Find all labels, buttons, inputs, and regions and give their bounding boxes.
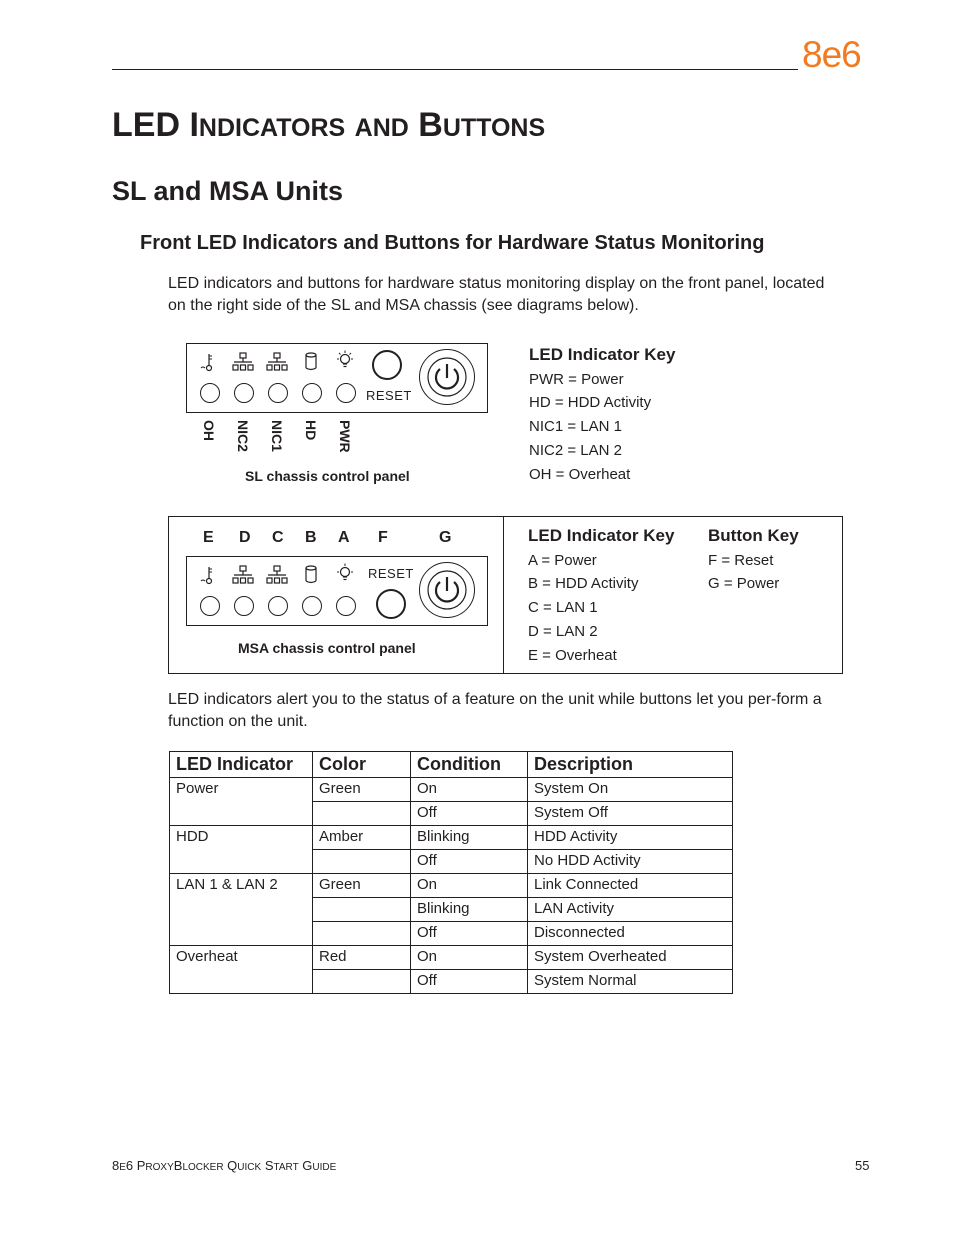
footer-part: LOCKER — [182, 1162, 224, 1173]
table-cell — [170, 802, 313, 826]
table-cell: Green — [313, 778, 411, 802]
table-row — [170, 850, 733, 874]
brand-logo: 8e6 — [802, 34, 861, 75]
table-cell: Blinking — [411, 898, 528, 922]
power-icon — [426, 569, 468, 611]
footer-part: TART — [273, 1162, 299, 1173]
table-cell — [313, 922, 411, 946]
table-row — [170, 898, 733, 922]
title-part: UTTONS — [442, 114, 546, 142]
sl-label-oh: OH — [201, 420, 217, 441]
pwr-led — [336, 383, 356, 403]
network-icon — [232, 352, 254, 372]
column-header: LED Indicator — [170, 752, 313, 778]
msa-letter-c: C — [272, 529, 284, 546]
sl-key-title: LED Indicator Key — [529, 345, 676, 364]
column-header: Description — [528, 752, 733, 778]
footer-part: S — [261, 1158, 274, 1173]
table-cell: Off — [411, 922, 528, 946]
msa-led-key-title: LED Indicator Key — [528, 526, 675, 545]
network-icon — [266, 565, 288, 585]
sl-label-nic2: NIC2 — [235, 420, 251, 452]
reset-label: RESET — [368, 566, 414, 581]
subsection-heading: Front LED Indicators and Buttons for Hardware Status Monitoring — [140, 232, 765, 254]
footer-part: 8 — [112, 1158, 120, 1173]
msa-button-key-title: Button Key — [708, 526, 799, 545]
msa-caption: MSA chassis control panel — [238, 640, 416, 656]
table-cell: Red — [313, 946, 411, 970]
table-cell: On — [411, 946, 528, 970]
a-led — [336, 596, 356, 616]
hard-drive-icon — [300, 352, 322, 372]
reset-button[interactable] — [372, 350, 402, 380]
table-cell: Green — [313, 874, 411, 898]
msa-divider — [503, 516, 504, 673]
table-cell: Blinking — [411, 826, 528, 850]
table-cell: System Off — [528, 802, 733, 826]
table-row — [170, 802, 733, 826]
table-cell: Off — [411, 802, 528, 826]
column-header: Condition — [411, 752, 528, 778]
msa-led-key-item: E = Overheat — [528, 647, 617, 664]
power-button[interactable] — [419, 349, 475, 405]
table-cell — [313, 970, 411, 994]
thermometer-icon — [198, 565, 220, 585]
footer-part: 6 P — [125, 1158, 146, 1173]
table-row — [170, 946, 733, 970]
led-status-table — [169, 751, 733, 994]
msa-letter-f: F — [378, 529, 388, 546]
thermometer-icon — [198, 352, 220, 372]
msa-letter-d: D — [239, 529, 251, 546]
oh-led — [200, 383, 220, 403]
msa-led-key-item: D = LAN 2 — [528, 623, 598, 640]
network-icon — [266, 352, 288, 372]
sl-key-item: NIC1 = LAN 1 — [529, 418, 622, 435]
table-cell — [170, 970, 313, 994]
table-cell: Amber — [313, 826, 411, 850]
lightbulb-icon — [334, 350, 356, 370]
nic1-led — [268, 383, 288, 403]
title-part: LED I — [112, 106, 199, 144]
hard-drive-icon — [300, 565, 322, 585]
table-row — [170, 826, 733, 850]
msa-button-key-item: F = Reset — [708, 552, 774, 569]
table-row — [170, 922, 733, 946]
table-cell: Power — [170, 778, 313, 802]
table-header-row — [170, 752, 733, 778]
intro-paragraph: LED indicators and buttons for hardware status monitoring display on the front panel, located on the right side of the SL and MSA chassis (see diagrams below). — [168, 275, 825, 314]
table-cell: System Overheated — [528, 946, 733, 970]
title-part: NDICATORS — [198, 114, 346, 142]
table-cell: HDD — [170, 826, 313, 850]
lightbulb-icon — [334, 563, 356, 583]
table-cell — [313, 802, 411, 826]
sl-label-pwr: PWR — [337, 420, 353, 453]
msa-letter-e: E — [203, 529, 214, 546]
sl-key-item: OH = Overheat — [529, 466, 631, 483]
msa-letter-b: B — [305, 529, 317, 546]
footer-part: Q — [223, 1158, 238, 1173]
table-cell: Off — [411, 970, 528, 994]
page-title — [112, 106, 545, 145]
page-number: 55 — [855, 1158, 870, 1173]
footer-part: E — [119, 1162, 126, 1173]
table-cell — [170, 922, 313, 946]
d-led — [234, 596, 254, 616]
table-cell: Disconnected — [528, 922, 733, 946]
table-cell: Off — [411, 850, 528, 874]
e-led — [200, 596, 220, 616]
column-header: Color — [313, 752, 411, 778]
title-part: AND — [354, 114, 409, 142]
table-cell: System Normal — [528, 970, 733, 994]
msa-led-key-item: A = Power — [528, 552, 597, 569]
table-cell: HDD Activity — [528, 826, 733, 850]
footer-part: UIDE — [312, 1162, 337, 1173]
table-cell: LAN 1 & LAN 2 — [170, 874, 313, 898]
table-cell — [313, 898, 411, 922]
header-rule — [112, 69, 798, 70]
table-cell — [170, 898, 313, 922]
network-icon — [232, 565, 254, 585]
title-part: B — [408, 106, 443, 144]
footer-part: B — [173, 1158, 183, 1173]
msa-letter-a: A — [338, 529, 350, 546]
table-cell: On — [411, 778, 528, 802]
table-row — [170, 874, 733, 898]
power-icon — [426, 356, 468, 398]
table-cell — [313, 850, 411, 874]
nic2-led — [234, 383, 254, 403]
table-cell — [170, 850, 313, 874]
msa-led-key-item: B = HDD Activity — [528, 575, 639, 592]
table-cell: LAN Activity — [528, 898, 733, 922]
sl-control-panel — [186, 343, 488, 413]
footer-part: G — [298, 1158, 313, 1173]
b-led — [302, 596, 322, 616]
c-led — [268, 596, 288, 616]
table-cell: No HDD Activity — [528, 850, 733, 874]
section-heading: SL and MSA Units — [112, 176, 344, 206]
footer-title — [112, 1158, 336, 1173]
footer-part: UICK — [237, 1162, 262, 1173]
sl-label-hd: HD — [303, 420, 319, 441]
table-row — [170, 970, 733, 994]
msa-button-key-item: G = Power — [708, 575, 780, 592]
power-button[interactable] — [419, 562, 475, 618]
table-cell: Link Connected — [528, 874, 733, 898]
table-cell: System On — [528, 778, 733, 802]
table-row — [170, 778, 733, 802]
msa-led-key-item: C = LAN 1 — [528, 599, 598, 616]
hd-led — [302, 383, 322, 403]
sl-key-item: PWR = Power — [529, 371, 624, 388]
table-cell: Overheat — [170, 946, 313, 970]
sl-caption: SL chassis control panel — [245, 468, 410, 484]
sl-key-item: HD = HDD Activity — [529, 394, 652, 411]
title-part — [345, 106, 354, 144]
reset-button[interactable] — [376, 589, 406, 619]
table-cell: On — [411, 874, 528, 898]
msa-letter-g: G — [439, 529, 452, 546]
alert-paragraph: LED indicators alert you to the status of a feature on the unit while buttons let you per-form a function on the unit. — [168, 691, 822, 730]
msa-control-panel — [186, 556, 488, 626]
footer-part: ROXY — [145, 1162, 174, 1173]
sl-key-item: NIC2 = LAN 2 — [529, 442, 622, 459]
sl-label-nic1: NIC1 — [269, 420, 285, 452]
reset-label: RESET — [366, 388, 412, 403]
